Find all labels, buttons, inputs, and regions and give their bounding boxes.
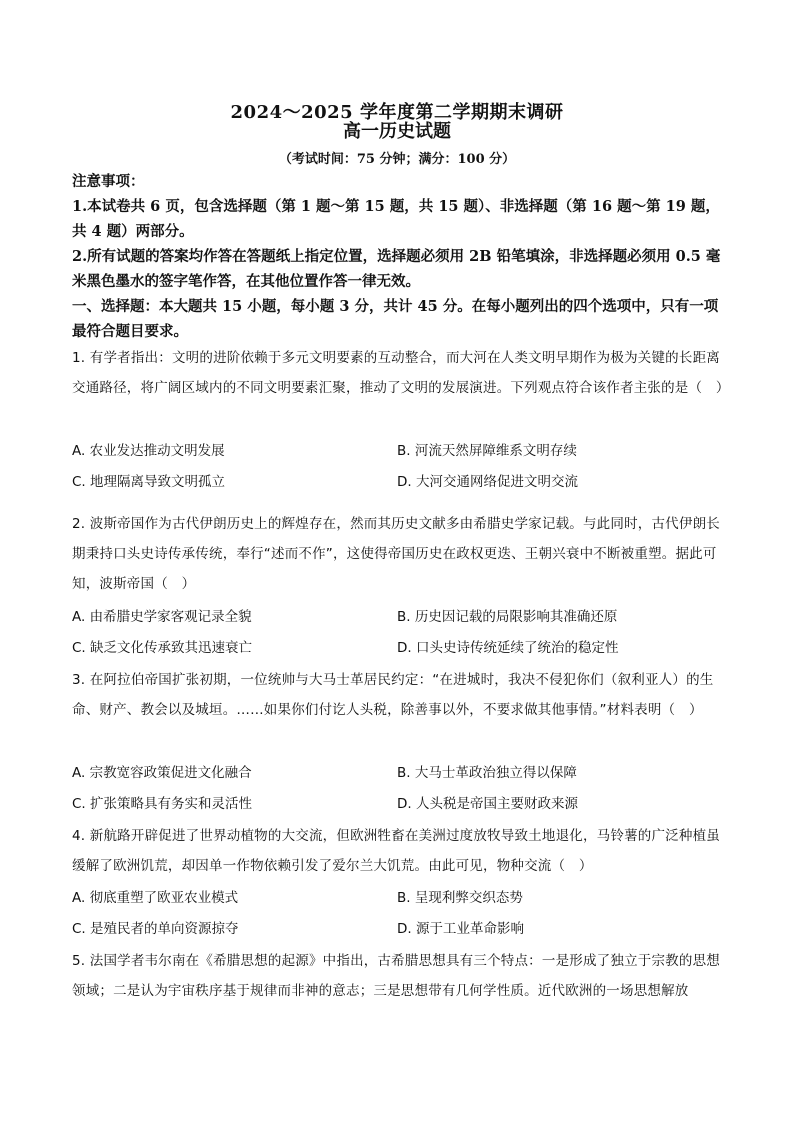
question-4-options-row-1 (72, 883, 732, 913)
question-3-option-d: D. 人头税是帝国主要财政来源 (397, 796, 578, 812)
question-1-options-row-1 (72, 436, 732, 466)
question-1-option-c: C. 地理隔离导致文明孤立 (72, 474, 226, 490)
question-2-stem: 2. 波斯帝国作为古代伊朗历史上的辉煌存在，然而其历史文献多由希腊史学家记载。与此同时，古代伊朗长期秉持口头史诗传承传统，奉行“述而不作”，这使得帝国历史在政权更迭、王朝兴衰中不断被重塑。据此可知，波斯帝国（ ） (72, 516, 720, 592)
exam-subject-title: 高一历史试题 (343, 121, 451, 142)
question-3-option-c: C. 扩张策略具有务实和灵活性 (72, 796, 253, 812)
question-4-option-c: C. 是殖民者的单向资源掠夺 (72, 921, 239, 937)
exam-info: （考试时间：75 分钟；满分：100 分） (278, 152, 516, 167)
exam-title: 2024～2025 学年度第二学期期末调研 (230, 102, 564, 123)
question-4-options-row-2 (72, 914, 732, 944)
question-1-option-d: D. 大河交通网络促进文明交流 (397, 474, 578, 490)
question-2-option-c: C. 缺乏文化传承致其迅速衰亡 (72, 640, 253, 656)
question-2-option-d: D. 口头史诗传统延续了统治的稳定性 (397, 640, 619, 656)
question-2-option-b: B. 历史因记载的局限影响其准确还原 (397, 609, 618, 625)
question-1-stem: 1. 有学者指出：文明的进阶依赖于多元文明要素的互动整合，而大河在人类文明早期作为极为关键的长距离交通路径，将广阔区域内的不同文明要素汇聚，推动了文明的发展演进。下列观点符合该作者主张的是（ ） (72, 350, 730, 396)
question-1-option-a: A. 农业发达推动文明发展 (72, 443, 225, 459)
question-2-option-a: A. 由希腊史学家客观记录全貌 (72, 609, 252, 625)
question-3-option-a: A. 宗教宽容政策促进文化融合 (72, 765, 252, 781)
notice-item-1: 1.本试卷共 6 页，包含选择题（第 1 题～第 15 题，共 15 题）、非选择题（第 16 题～第 19 题，共 4 题）两部分。 (72, 198, 720, 240)
question-1-option-b: B. 河流天然屏障维系文明存续 (397, 443, 577, 459)
question-2-options-row-2 (72, 633, 732, 663)
question-4-stem: 4. 新航路开辟促进了世界动植物的大交流，但欧洲牲畜在美洲过度放牧导致土地退化，马铃薯的广泛种植虽缓解了欧洲饥荒，却因单一作物依赖引发了爱尔兰大饥荒。由此可见，物种交流（ ） (72, 828, 720, 874)
notice-heading: 注意事项： (72, 173, 145, 190)
section-heading: 一、选择题：本大题共 15 小题，每小题 3 分，共计 45 分。在每小题列出的四个选项中，只有一项最符合题目要求。 (72, 298, 719, 340)
question-5-stem: 5. 法国学者韦尔南在《希腊思想的起源》中指出，古希腊思想具有三个特点：一是形成了独立于宗教的思想领域；二是认为宇宙秩序基于规律而非神的意志；三是思想带有几何学性质。近代欧洲的一场思想解放 (72, 953, 720, 999)
question-3-option-b: B. 大马士革政治独立得以保障 (397, 765, 577, 781)
question-4-option-d: D. 源于工业革命影响 (397, 921, 524, 937)
question-3-options-row-2 (72, 789, 732, 819)
question-4-option-b: B. 呈现利弊交织态势 (397, 890, 523, 906)
question-2-options-row-1 (72, 602, 732, 632)
question-1-options-row-2 (72, 467, 732, 497)
question-3-stem: 3. 在阿拉伯帝国扩张初期，一位统帅与大马士革居民约定：“在进城时，我决不侵犯你们（叙利亚人）的生命、财产、教会以及城垣。……如果你们付讫人头税，除善事以外，不要求做其他事情。”材料表明（ ） (72, 672, 714, 718)
question-4-option-a: A. 彻底重塑了欧亚农业模式 (72, 890, 239, 906)
notice-item-2: 2.所有试题的答案均作答在答题纸上指定位置，选择题必须用 2B 铅笔填涂，非选择题必须用 0.5 毫米黑色墨水的签字笔作答，在其他位置作答一律无效。 (72, 248, 721, 290)
question-3-options-row-1 (72, 758, 732, 788)
